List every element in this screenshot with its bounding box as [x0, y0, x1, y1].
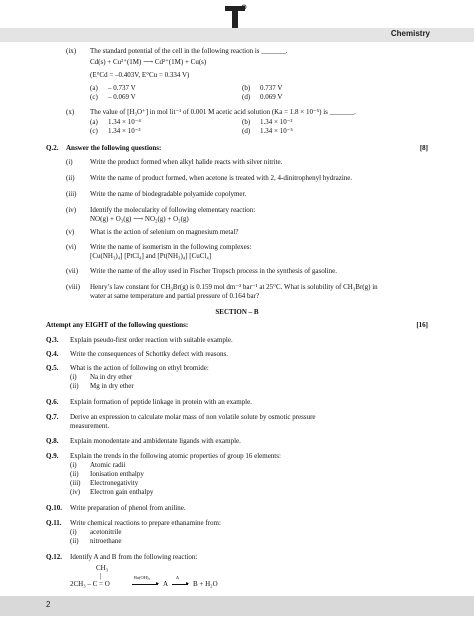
- sub-item-text: Na in dry ether: [90, 373, 133, 381]
- reaction-reagent: Ba(OH)₂: [134, 575, 151, 580]
- q2-item-number: (iii): [66, 190, 77, 198]
- q2-number: Q.2.: [46, 144, 59, 152]
- page-header: [0, 0, 474, 42]
- sub-item-number: (ii): [70, 470, 79, 478]
- section-b-marks: [16]: [416, 321, 428, 329]
- q1-x-option-label: (a): [90, 118, 98, 126]
- section-b-title: SECTION – B: [215, 308, 259, 316]
- q2-item-text: Write the name of isomerism in the following complexes:: [90, 243, 252, 251]
- question-number: Q.11.: [46, 519, 62, 527]
- q1-ix-option-text: – 0.069 V: [108, 93, 136, 101]
- question-text-continued: measurement.: [70, 422, 110, 430]
- q2-item-text: Write the product formed when alkyl halide reacts with silver nitrite.: [90, 158, 283, 166]
- q1-ix-option-label: (b): [242, 84, 251, 92]
- sub-item-number: (i): [70, 461, 77, 469]
- q2-item-number: (ii): [66, 174, 75, 182]
- question-number: Q.6.: [46, 398, 59, 406]
- q2-item-number: (vii): [66, 267, 79, 275]
- q1-ix-option-label: (c): [90, 93, 98, 101]
- question-number: Q.4.: [46, 350, 59, 358]
- sub-item-number: (ii): [70, 382, 79, 390]
- question-number: Q.3.: [46, 336, 59, 344]
- page-footer-band: [0, 596, 474, 616]
- q2-item-text: Henry’s law constant for CH₃Br(g) is 0.159 mol dm⁻³ bar⁻¹ at 25°C. What is solubility of CH₃Br(g) in: [90, 283, 378, 291]
- reaction-heat-symbol: Δ: [176, 575, 179, 580]
- reaction-bond: |: [100, 572, 102, 580]
- page-number: 2: [46, 600, 51, 609]
- subject-title: Chemistry: [390, 29, 430, 38]
- reaction-methyl-group: CH₃: [96, 564, 109, 572]
- q2-item-subline: water at same temperature and partial pressure of 0.164 bar?: [90, 292, 260, 300]
- q1-ix-given: (E°Cd = –0.403V, E°Cu = 0.334 V): [90, 71, 190, 79]
- q2-item-text: What is the action of selenium on magnesium metal?: [90, 228, 239, 236]
- q1-x-option-label: (c): [90, 127, 98, 135]
- q2-item-subline: NO(g) + O₃(g) ⟶ NO₂(g) + O₂(g): [90, 215, 189, 223]
- q2-item-number: (v): [66, 228, 75, 236]
- question-text: Explain formation of peptide linkage in protein with an example.: [70, 398, 252, 406]
- q1-x-option-label: (b): [242, 118, 251, 126]
- reaction-arrow-head-icon: ▸: [156, 581, 160, 587]
- question-text: Explain pseudo-first order reaction with suitable example.: [70, 336, 233, 344]
- reaction-product-a: A: [163, 580, 169, 588]
- question-text: Write chemical reactions to prepare ethanamine from:: [70, 519, 221, 527]
- sub-item-text: Ionisation enthalpy: [90, 470, 144, 478]
- question-number: Q.12.: [46, 553, 62, 561]
- q1-x-option-text: 1.34 × 10⁻⁴: [108, 118, 141, 126]
- question-number: Q.8.: [46, 437, 59, 445]
- question-number: Q.5.: [46, 364, 59, 372]
- q1-x-number: (x): [66, 108, 75, 116]
- question-number: Q.7.: [46, 413, 59, 421]
- q1-ix-option-label: (d): [242, 93, 251, 101]
- sub-item-text: Electronegativity: [90, 479, 139, 487]
- sub-item-text: Mg in dry ether: [90, 382, 134, 390]
- q1-ix-text: The standard potential of the cell in the following reaction is _______.: [90, 47, 288, 55]
- q2-item-number: (viii): [66, 283, 80, 291]
- sub-item-number: (ii): [70, 537, 79, 545]
- reaction-arrow-head-icon: ▸: [186, 581, 190, 587]
- q2-item-text: Write the name of product formed, when acetone is treated with 2, 4-dinitrophenyl hydrazine.: [90, 174, 353, 182]
- sub-item-number: (iii): [70, 479, 81, 487]
- q2-marks: [8]: [419, 144, 428, 152]
- q2-item-text: Write the name of the alloy used in Fischer Tropsch process in the synthesis of gasoline.: [90, 267, 338, 275]
- q2-item-text: Identify the molecularity of following elementary reaction:: [90, 206, 256, 214]
- q1-ix-option-text: 0.737 V: [260, 84, 283, 92]
- q2-item-number: (i): [66, 158, 73, 166]
- q1-x-option-text: 1.34 × 10⁻⁵: [260, 127, 293, 135]
- q1-x-option-text: 1.34 × 10⁻³: [108, 127, 141, 135]
- q1-ix-option-label: (a): [90, 84, 98, 92]
- reaction-arrow-line: [132, 584, 158, 585]
- q2-item-subline: [Cu(NH₃)₄] [PtCl₄] and [Pt(NH₃)₄] [CuCl₄]: [90, 252, 212, 260]
- book-t-logo-icon: [222, 4, 248, 30]
- question-text: Write preparation of phenol from aniline.: [70, 504, 186, 512]
- sub-item-number: (i): [70, 528, 77, 536]
- sub-item-text: acetonitrile: [90, 528, 122, 536]
- q1-x-option-label: (d): [242, 127, 251, 135]
- reaction-reactant: 2CH₃ – C = O: [70, 580, 110, 588]
- section-b-instruction: Attempt any EIGHT of the following questions:: [46, 321, 189, 329]
- sub-item-text: nitroethane: [90, 537, 122, 545]
- sub-item-text: Electron gain enthalpy: [90, 488, 154, 496]
- sub-item-text: Atomic radii: [90, 461, 126, 469]
- sub-item-number: (i): [70, 373, 77, 381]
- question-number: Q.10.: [46, 504, 62, 512]
- q2-item-number: (iv): [66, 206, 77, 214]
- q2-item-text: Write the name of biodegradable polyamide copolymer.: [90, 190, 247, 198]
- q1-x-text: The value of [H₃O⁺] in mol lit⁻¹ of 0.001 M acetic acid solution (Ka = 1.8 × 10⁻⁵) is _______.: [90, 108, 356, 116]
- question-text: Write the consequences of Schottky defect with reasons.: [70, 350, 228, 358]
- question-text: Explain the trends in the following atomic properties of group 16 elements:: [70, 452, 281, 460]
- q1-ix-reaction: Cd(s) + Cu²⁺(1M) ⟶ Cd²⁺(1M) + Cu(s): [90, 58, 207, 66]
- q1-ix-number: (ix): [66, 47, 77, 55]
- q2-title: Answer the following questions:: [66, 144, 162, 152]
- q1-ix-option-text: – 0.737 V: [108, 84, 136, 92]
- reaction-products: B + H₂O: [193, 580, 218, 588]
- q2-item-number: (vi): [66, 243, 77, 251]
- q1-x-option-text: 1.34 × 10⁻²: [260, 118, 293, 126]
- question-text: Derive an expression to calculate molar mass of non volatile solute by osmotic pressure: [70, 413, 316, 421]
- question-text: Explain monodentate and ambidentate ligands with example.: [70, 437, 241, 445]
- question-text: What is the action of following on ethyl bromide:: [70, 364, 209, 372]
- q1-ix-option-text: 0.069 V: [260, 93, 283, 101]
- sub-item-number: (iv): [70, 488, 81, 496]
- question-text: Identify A and B from the following reaction:: [70, 553, 198, 561]
- question-number: Q.9.: [46, 452, 59, 460]
